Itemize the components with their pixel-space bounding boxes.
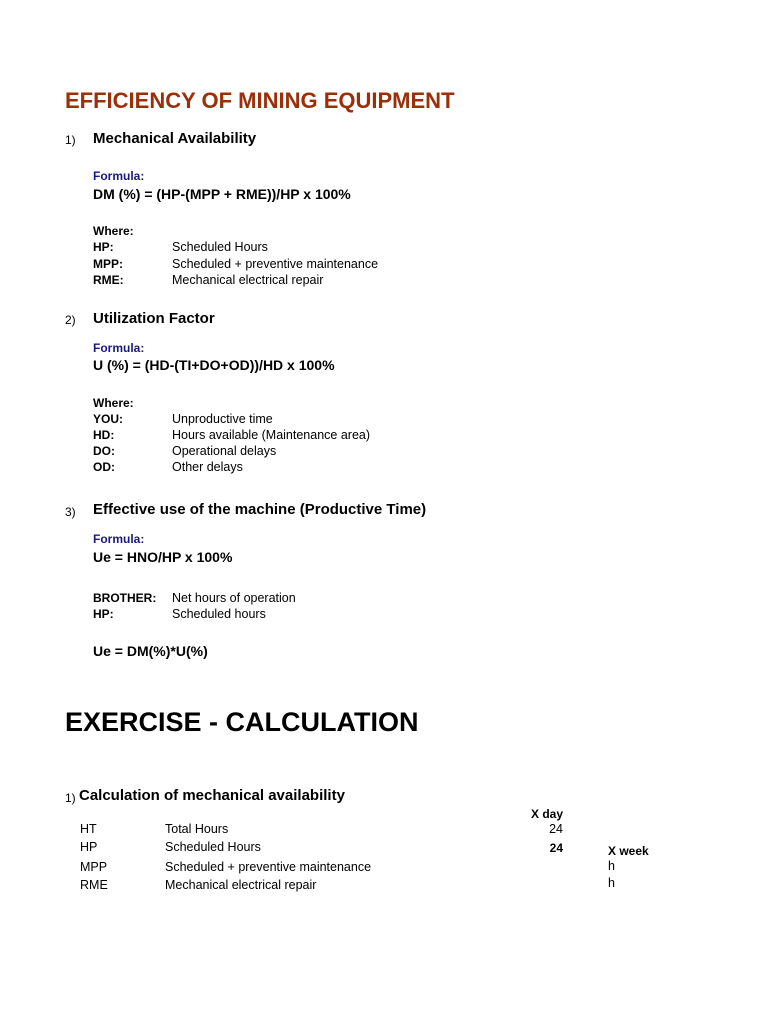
term-definition: Mechanical electrical repair bbox=[172, 273, 324, 287]
exercise-heading: Calculation of mechanical availability bbox=[79, 787, 345, 804]
term-definition: Unproductive time bbox=[172, 412, 273, 426]
term: HD: bbox=[93, 428, 115, 442]
formula: Ue = HNO/HP x 100% bbox=[93, 549, 233, 565]
section-number: 1) bbox=[65, 133, 76, 147]
table-row-description: Scheduled Hours bbox=[165, 840, 261, 854]
table-row-code: HT bbox=[80, 822, 97, 836]
column-header-week: X week bbox=[608, 844, 649, 858]
table-row-day-value[interactable]: 24 bbox=[549, 822, 563, 836]
where-label: Where: bbox=[93, 396, 134, 410]
term: DO: bbox=[93, 444, 115, 458]
formula: DM (%) = (HP-(MPP + RME))/HP x 100% bbox=[93, 186, 351, 202]
term: MPP: bbox=[93, 257, 123, 271]
term: YOU: bbox=[93, 412, 123, 426]
section-heading: Effective use of the machine (Productive Time) bbox=[93, 501, 427, 518]
formula-label: Formula: bbox=[93, 169, 145, 183]
section-heading: Utilization Factor bbox=[93, 310, 215, 327]
exercise-number: 1) bbox=[65, 791, 76, 805]
term-definition: Net hours of operation bbox=[172, 591, 296, 605]
table-row-day-value[interactable]: 24 bbox=[549, 841, 563, 855]
table-row-code: HP bbox=[80, 840, 98, 854]
term: RME: bbox=[93, 273, 124, 287]
table-row-description: Total Hours bbox=[165, 822, 229, 836]
term: BROTHER: bbox=[93, 591, 157, 605]
term-definition: Scheduled + preventive maintenance bbox=[172, 257, 379, 271]
term-definition: Operational delays bbox=[172, 444, 277, 458]
formula-label: Formula: bbox=[93, 532, 145, 546]
section-heading: Mechanical Availability bbox=[93, 130, 257, 147]
table-row-code: RME bbox=[80, 878, 108, 892]
term: HP: bbox=[93, 240, 114, 254]
exercise-title: EXERCISE - CALCULATION bbox=[65, 707, 419, 737]
page-title: EFFICIENCY OF MINING EQUIPMENT bbox=[65, 88, 455, 113]
section-number: 3) bbox=[65, 505, 76, 519]
term-definition: Scheduled hours bbox=[172, 607, 266, 621]
term: HP: bbox=[93, 607, 114, 621]
formula-combined: Ue = DM(%)*U(%) bbox=[93, 643, 208, 659]
table-row-week-unit[interactable]: h bbox=[608, 876, 615, 890]
table-row-week-unit[interactable]: h bbox=[608, 859, 615, 873]
column-header-day: X day bbox=[530, 807, 563, 821]
formula: U (%) = (HD-(TI+DO+OD))/HD x 100% bbox=[93, 357, 335, 373]
table-row-description: Scheduled + preventive maintenance bbox=[165, 860, 372, 874]
where-label: Where: bbox=[93, 224, 134, 238]
term-definition: Other delays bbox=[172, 460, 243, 474]
term: OD: bbox=[93, 460, 115, 474]
term-definition: Scheduled Hours bbox=[172, 240, 268, 254]
section-number: 2) bbox=[65, 313, 76, 327]
table-row-description: Mechanical electrical repair bbox=[165, 878, 317, 892]
term-definition: Hours available (Maintenance area) bbox=[172, 428, 371, 442]
table-row-code: MPP bbox=[80, 860, 108, 874]
formula-label: Formula: bbox=[93, 341, 145, 355]
